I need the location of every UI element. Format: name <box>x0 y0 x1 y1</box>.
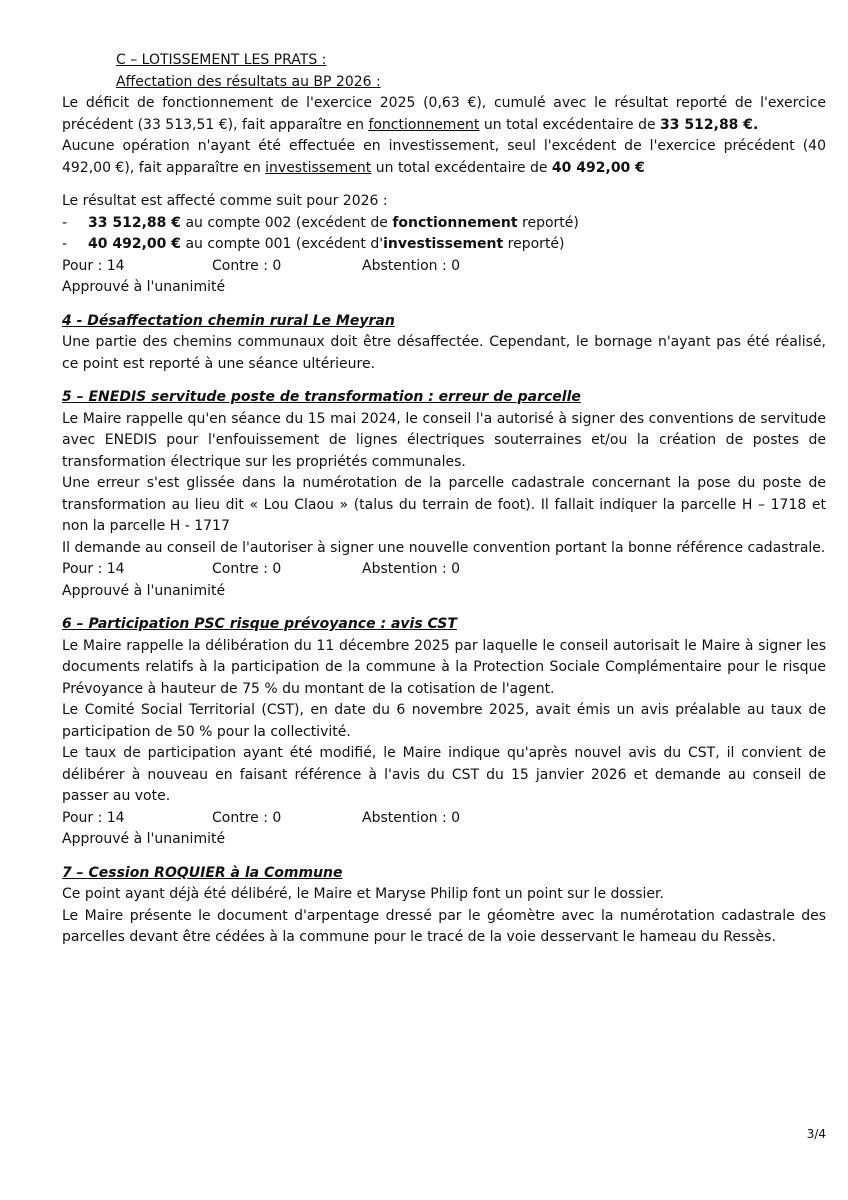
section-4-title: 4 - Désaffectation chemin rural Le Meyran <box>62 312 395 329</box>
section-4-text: Une partie des chemins communaux doit être désaffectée. Cependant, le bornage n'ayant pas été réalisé, ce point est reporté à une séance ultérieure. <box>62 334 826 372</box>
section-6-vote: Pour : 14 Contre : 0 Abstention : 0 <box>62 809 461 826</box>
section-6-paragraph-3: Le taux de participation ayant été modifié, le Maire indique qu'après nouvel avis du CST, il convient de délibérer à nouveau en faisant référence à l'avis du CST du 15 janvier 2026 et demande au conseil de passer au vote. <box>62 745 826 804</box>
section-5-paragraph-3: Il demande au conseil de l'autoriser à signer une nouvelle convention portant la bonne référence cadastrale. <box>62 539 826 556</box>
section-5-paragraph-2: Une erreur s'est glissée dans la numérotation de la parcelle cadastrale concernant la pose du poste de transformation au lieu dit « Lou Claou » (talus du terrain de foot). Il fallait indiquer la parcelle H – 1718 et non la parcelle H - 1717 <box>62 475 826 534</box>
section-7-title: 7 – Cession ROQUIER à la Commune <box>62 864 343 881</box>
section-6-approved: Approuvé à l'unanimité <box>62 831 226 847</box>
section-7-paragraph-2: Le Maire présente le document d'arpentage dressé par le géomètre avec la numérotation cadastrale des parcelles devant être cédées à la commune pour le tracé de la voie desservant le hameau du Ressès. <box>62 907 826 945</box>
section-5-paragraph-1: Le Maire rappelle qu'en séance du 15 mai 2024, le conseil l'a autorisé à signer des conventions de servitude avec ENEDIS pour l'enfouissement de lignes électriques souterraines et/ou la création de postes de transformation électrique sur les propriétés communales. <box>62 410 826 470</box>
section-c-item-2: - 40 492,00 € au compte 001 (excédent d'investissement reporté) <box>62 236 565 252</box>
section-5-approved: Approuvé à l'unanimité <box>62 582 226 599</box>
section-c-vote: Pour : 14 Contre : 0 Abstention : 0 <box>62 257 461 274</box>
section-c-paragraph-1: Le déficit de fonctionnement de l'exercice 2025 (0,63 €), cumulé avec le résultat reporté de l'exercice précédent (33 513,51 €), fait apparaître en fonctionnement un total excédentaire de 33 512,88 €. <box>62 95 826 133</box>
section-6-title: 6 – Participation PSC risque prévoyance : avis CST <box>62 616 457 632</box>
section-c-item-1: - 33 512,88 € au compte 002 (excédent de fonctionnement reporté) <box>62 214 579 231</box>
document-page <box>62 50 826 949</box>
section-c-affect-intro: Le résultat est affecté comme suit pour 2026 : <box>62 193 388 209</box>
section-5-vote: Pour : 14 Contre : 0 Abstention : 0 <box>62 561 461 577</box>
section-6-paragraph-1: Le Maire rappelle la délibération du 11 décembre 2025 par laquelle le conseil autorisait le Maire à signer les documents relatifs à la participation de la commune à la Protection Sociale Complémentaire pour le risque Prévoyance à hauteur de 75 % du montant de la cotisation de l'agent. <box>62 637 826 697</box>
section-c-paragraph-2: Aucune opération n'ayant été effectuée en investissement, seul l'excédent de l'exercice précédent (40 492,00 €), fait apparaître en investissement un total excédentaire de 40 492,00 € <box>62 138 826 176</box>
section-7-paragraph-1: Ce point ayant déjà été délibéré, le Maire et Maryse Philip font un point sur le dossier. <box>62 886 664 902</box>
page-number: 3/4 <box>806 1127 826 1141</box>
section-c-title: C – LOTISSEMENT LES PRATS : <box>116 52 327 68</box>
section-6-paragraph-2: Le Comité Social Territorial (CST), en date du 6 novembre 2025, avait émis un avis préalable au taux de participation de 50 % pour la collectivité. <box>62 702 826 740</box>
section-c-approved: Approuvé à l'unanimité <box>62 279 226 295</box>
section-c-subtitle: Affectation des résultats au BP 2026 : <box>116 73 381 90</box>
section-5-title: 5 – ENEDIS servitude poste de transformation : erreur de parcelle <box>62 389 581 405</box>
